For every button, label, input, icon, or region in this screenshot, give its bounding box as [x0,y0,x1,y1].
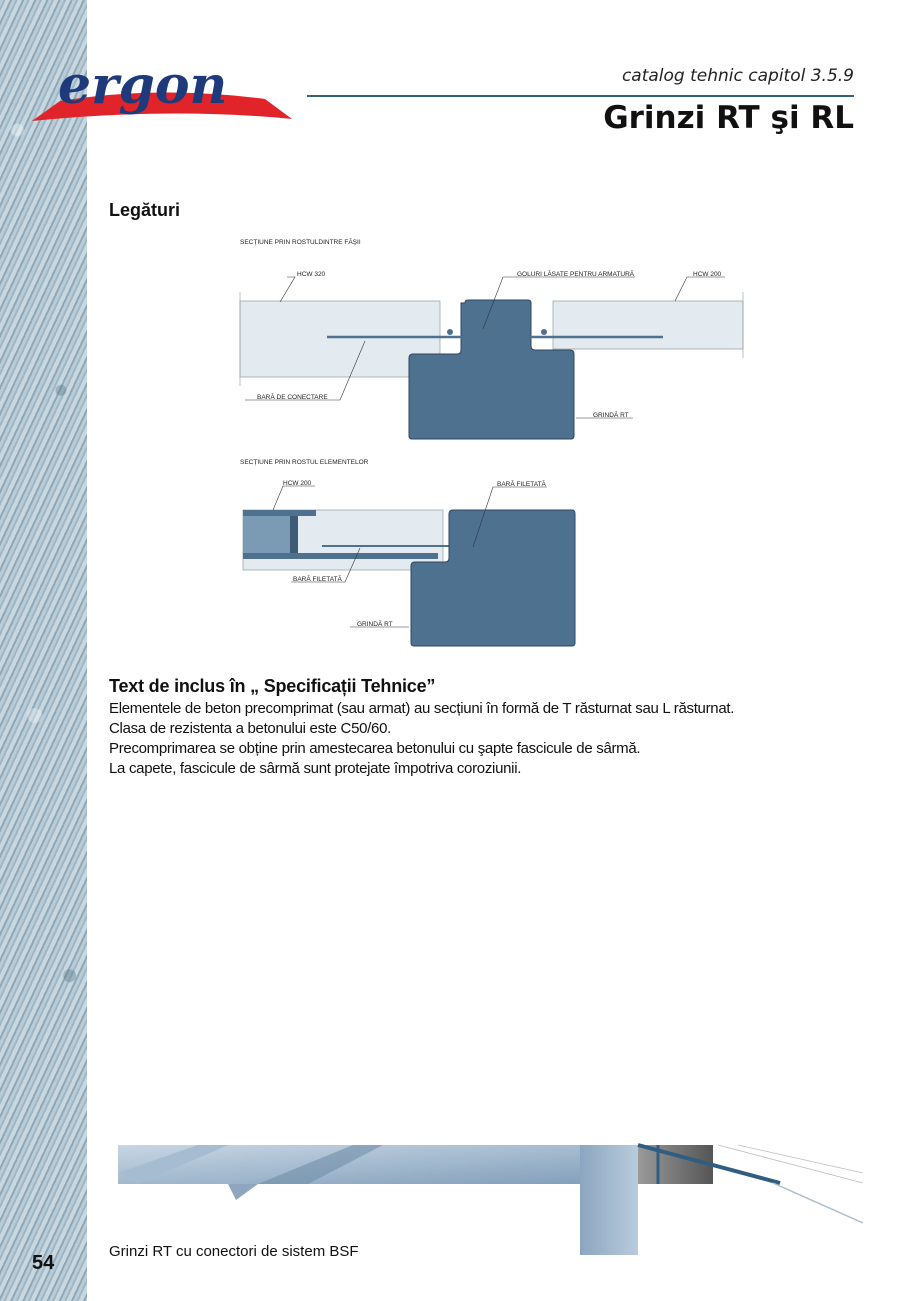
svg-text:HCW 320: HCW 320 [297,271,326,278]
decorative-side-strip [0,0,87,1301]
spec-line: Clasa de rezistenta a betonului este C50/60. [109,720,391,737]
svg-text:GRINDĂ RT: GRINDĂ RT [593,412,629,419]
diagram-caption: SECȚIUNE PRIN ROSTULDINTRE FĂŞII [240,239,361,246]
specifications-title: Text de inclus în „ Specificații Tehnice” [109,676,436,696]
page-title: Grinzi RT şi RL [603,100,854,136]
svg-text:BARĂ FILETATĂ: BARĂ FILETATĂ [497,481,546,488]
spec-line: Elementele de beton precomprimat (sau armat) au secțiuni în formă de T răsturnat sau L răsturnat. [109,700,735,717]
spec-line: La capete, fascicule de sârmă sunt protejate împotriva coroziunii. [109,760,522,777]
specifications-block [109,676,809,779]
svg-text:HCW 200: HCW 200 [693,271,722,278]
section-heading: Legături [109,200,181,220]
footer-caption: Grinzi RT cu conectori de sistem BSF [109,1243,359,1260]
svg-text:GRINDĂ RT: GRINDĂ RT [357,621,393,628]
catalog-chapter-label: catalog tehnic capitol 3.5.9 [621,66,854,86]
svg-text:ergon: ergon [58,55,228,116]
diagram-section-between-strips [235,234,750,449]
header-divider [307,95,854,97]
ergon-logo [30,55,295,130]
svg-text:GOLURI LĂSATE PENTRU ARMATURĂ: GOLURI LĂSATE PENTRU ARMATURĂ [517,271,635,278]
diagram-section-through-elements [235,455,585,650]
svg-text:BARĂ DE CONECTARE: BARĂ DE CONECTARE [257,394,328,401]
svg-text:HCW 200: HCW 200 [283,480,312,487]
diagram-caption: SECȚIUNE PRIN ROSTUL ELEMENTELOR [240,459,369,466]
svg-text:BARĂ FILETATĂ: BARĂ FILETATĂ [293,576,342,583]
page-number: 54 [32,1252,55,1274]
footer-structure-illustration [118,1143,864,1258]
spec-line: Precomprimarea se obține prin amestecarea betonului cu şapte fascicule de sârmă. [109,740,641,757]
